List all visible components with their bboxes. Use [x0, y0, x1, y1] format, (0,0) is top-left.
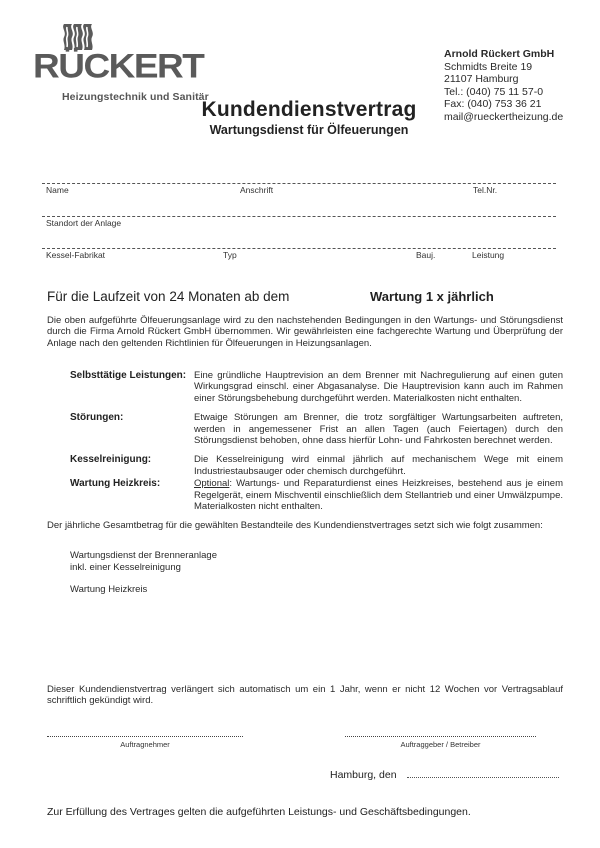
contract-term: Für die Laufzeit von 24 Monaten ab dem [47, 289, 290, 304]
service-terms [70, 370, 563, 520]
term-text: Etwaige Störungen am Brenner, die trotz sorgfältiger Wartungsarbeiten auftreten, werden in angemessener Frist an allen Tagen (auch Feiertagen) durch den Störungsdienst behoben, ohne dass hierfür Lohn- und Fahrkosten berechnet werden. [194, 412, 563, 447]
form-line-location-row[interactable] [42, 216, 556, 217]
logo-tagline: Heizungstechnik und Sanitär [62, 91, 209, 103]
document-header [0, 98, 600, 137]
form-line-boiler-row[interactable] [42, 248, 556, 249]
label-name: Name [46, 185, 69, 195]
company-city: 21107 Hamburg [444, 73, 519, 85]
date-field[interactable] [407, 777, 559, 778]
document-title: Kundendienstvertrag [201, 98, 417, 121]
term-item [70, 478, 563, 512]
signature-client[interactable] [345, 736, 536, 749]
renewal-clause: Dieser Kundendienstvertrag verlängert sich automatisch um ein 1 Jahr, wenn er nicht 12 Wochen vor Vertragsablauf schriftlich gekündigt wird. [47, 684, 563, 707]
company-name: Arnold Rückert GmbH [444, 48, 555, 60]
term-item [70, 370, 563, 404]
logo-wordmark: RÜCKERT [33, 47, 204, 85]
term-label: Kesselreinigung: [70, 454, 152, 466]
label-type: Typ [223, 250, 237, 260]
label-year: Bauj. [416, 250, 436, 260]
summary-item-burner-note: inkl. einer Kesselreinigung [70, 561, 181, 573]
summary-intro: Der jährliche Gesamtbetrag für die gewählten Bestandteile des Kundendienstvertrages setzt sich wie folgt zusammen: [47, 520, 543, 531]
document-subtitle: Wartungsdienst für Ölfeuerungen [209, 123, 409, 137]
signature-label: Auftragnehmer [120, 740, 170, 749]
label-address: Anschrift [240, 185, 274, 195]
label-boiler-make: Kessel-Fabrikat [46, 250, 106, 260]
summary-items [70, 550, 217, 596]
label-output: Leistung [472, 250, 505, 260]
term-item [70, 412, 563, 446]
summary-item-burner: Wartungsdienst der Brenneranlage [70, 550, 217, 561]
term-text: Die Kesselreinigung wird einmal jährlich auf mechanischem Wege mit einem Industriestaubsauger oder chemisch durchgeführt. [194, 454, 563, 477]
optional-marker: Optional [194, 478, 230, 490]
company-phone: Tel.: (040) 75 11 57-0 [444, 85, 544, 98]
place-label: Hamburg, den [330, 769, 397, 781]
company-email[interactable]: mail@rueckertheizung.de [444, 110, 564, 123]
company-street: Schmidts Breite 19 [444, 60, 533, 73]
form-line-name-row[interactable] [42, 183, 556, 184]
term-text [194, 478, 563, 512]
term-text-body: : Wartungs- und Reparaturdienst eines Heizkreises, bestehend aus je einem Regelgerät, einem Mischventil einschließlich dem Stellantrieb und einer Umwälzpumpe. Materialkosten nicht enthalten. [194, 478, 563, 513]
term-label: Wartung Heizkreis: [70, 478, 161, 490]
label-phone: Tel.Nr. [473, 185, 498, 195]
term-label: Selbsttätige Leistungen: [70, 370, 187, 381]
term-item [70, 454, 563, 477]
signature-label: Auftraggeber / Betreiber [400, 740, 481, 749]
company-fax: Fax: (040) 753 36 21 [444, 98, 542, 110]
term-label: Störungen: [70, 412, 124, 424]
label-location: Standort der Anlage [46, 218, 122, 228]
place-date [330, 769, 559, 781]
signature-contractor[interactable] [47, 736, 243, 749]
term-text: Eine gründliche Hauptrevision an dem Brenner mit Nachregulierung auf einen guten Wirkungsgrad einschl. einer Abgasanalyse. Die Hauptrevision kann auch im Rahmen einer Störungsbehebung durchgeführt werden. Materialkosten nicht enthalten. [194, 370, 563, 404]
maintenance-frequency: Wartung 1 x jährlich [370, 289, 494, 304]
intro-paragraph: Die oben aufgeführte Ölfeuerungsanlage wird zu den nachstehenden Bedingungen in den Wartungs- und Störungsdienst durch die Firma Arnold Rückert GmbH übernommen. Wir gewährleisten eine fachgerechte Wartung und Überprüfung der Anlage nach den geltenden Richtlinien für Ölfeuerungen in Heizungsanlagen. [47, 315, 563, 349]
signature-line [47, 736, 243, 737]
summary-item-heating-circuit: Wartung Heizkreis [70, 584, 148, 596]
signature-line [345, 736, 536, 737]
closing-statement: Zur Erfüllung des Vertrages gelten die aufgeführten Leistungs- und Geschäftsbedingungen. [47, 806, 471, 818]
